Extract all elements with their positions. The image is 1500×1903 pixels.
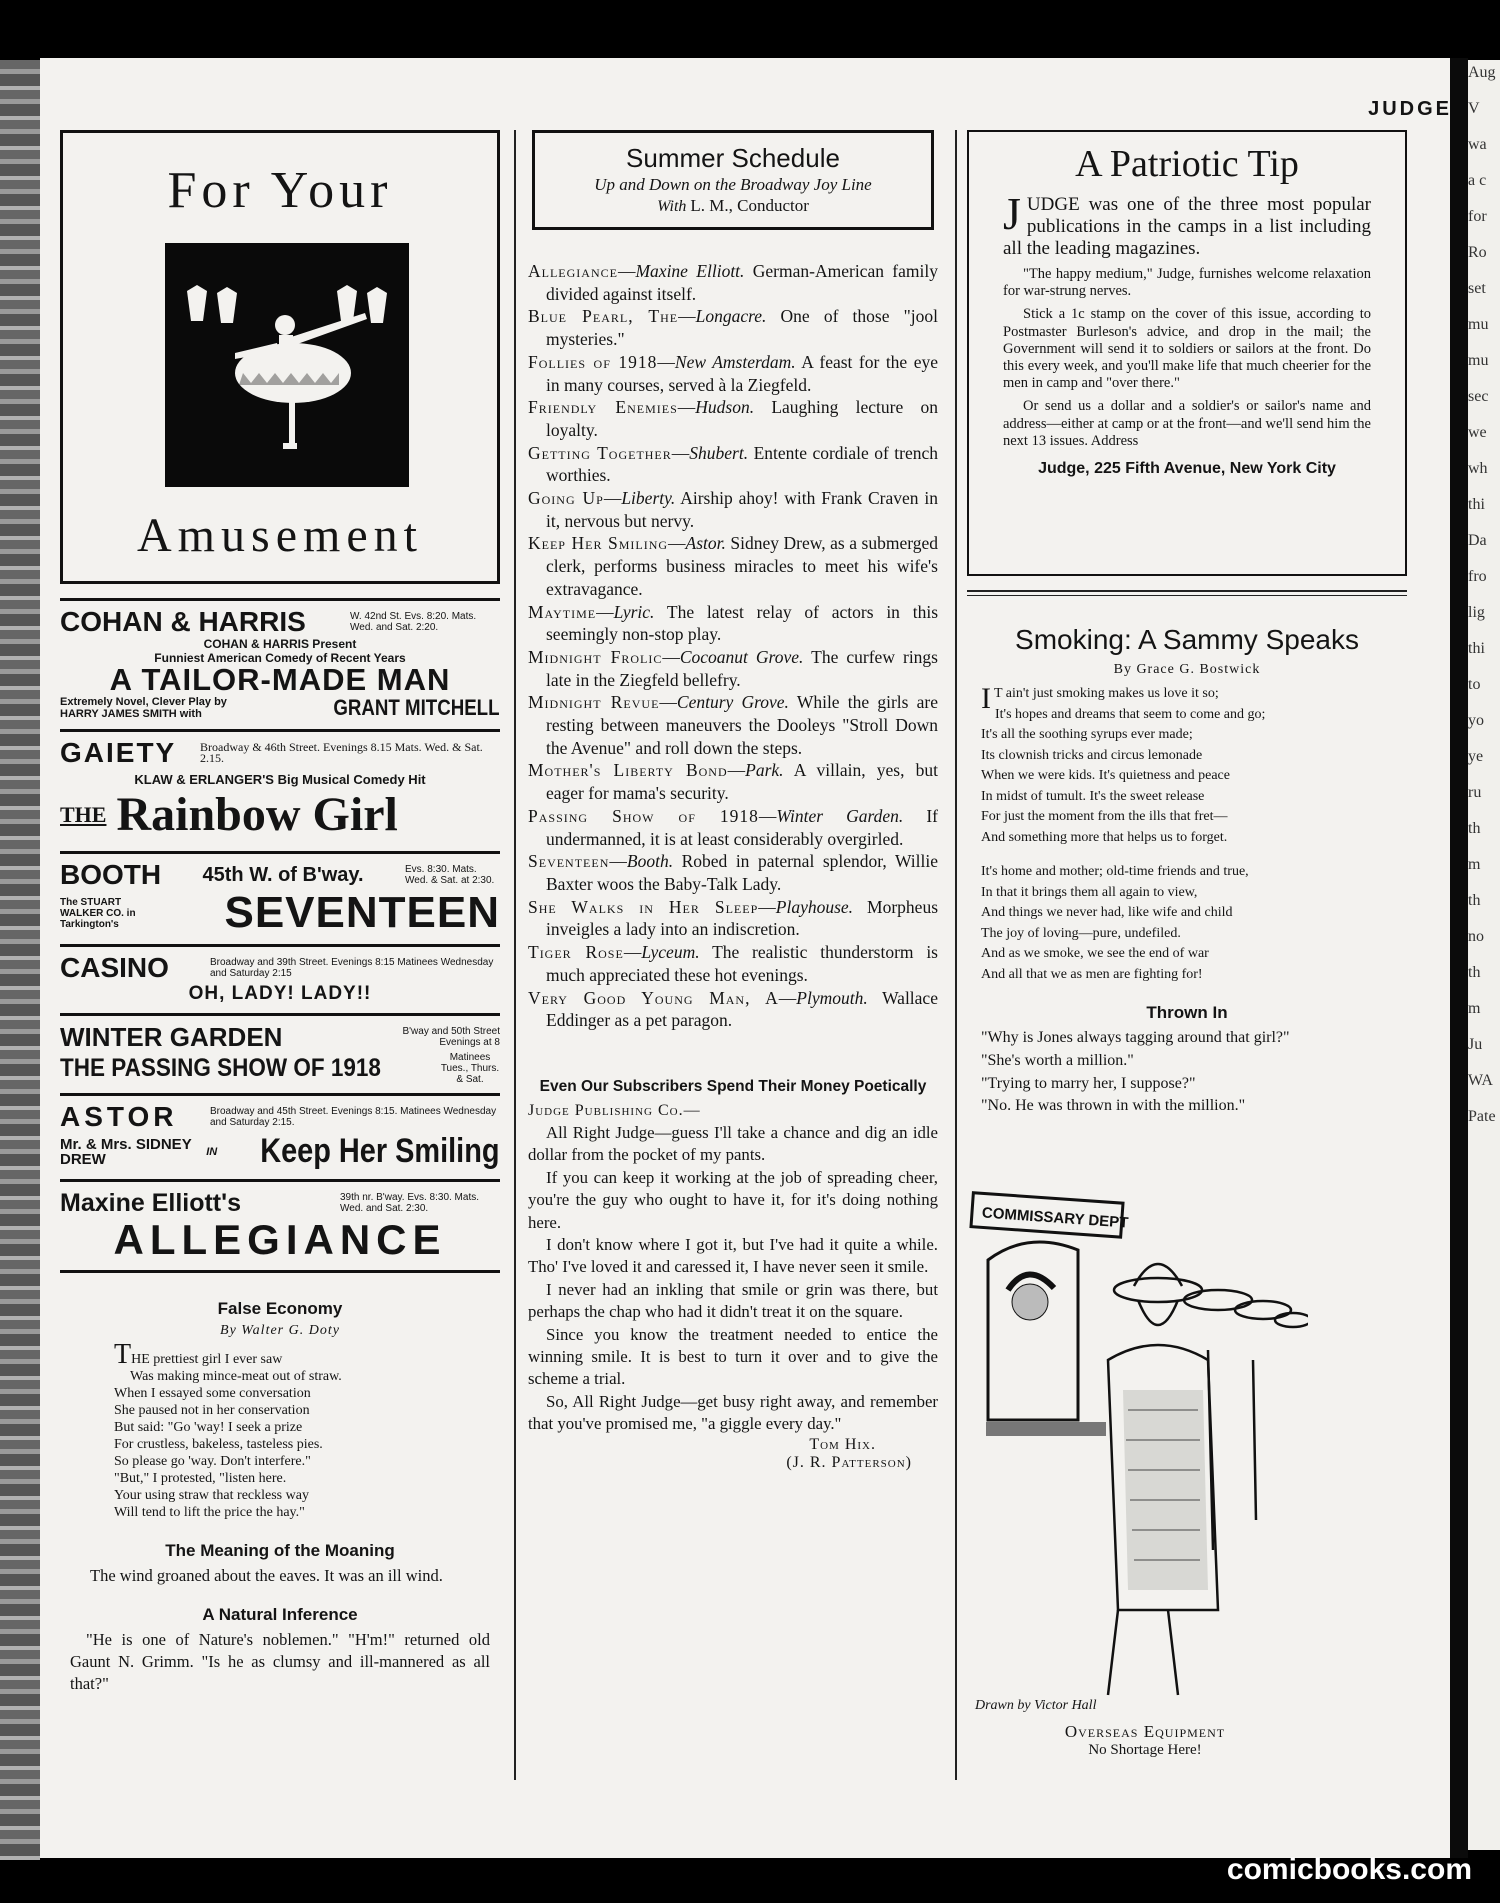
- poem-line: And as we smoke, we see the end of war: [981, 946, 1209, 961]
- schedule-title: Summer Schedule: [626, 143, 840, 173]
- schedule-play: Maytime: [528, 601, 597, 622]
- ad-info: Broadway and 45th Street. Evenings 8:15. Matinees Wednesday and Saturday 2:15.: [210, 1106, 497, 1128]
- schedule-theater: Lyric.: [613, 601, 655, 622]
- poem-line: The joy of loving—pure, undefiled.: [981, 925, 1181, 941]
- next-page-text: WA: [1468, 1072, 1493, 1089]
- ad-theater-name: CASINO: [60, 952, 169, 983]
- schedule-entry: Midnight Frolic—Cocoanut Grove. The curfew rings late in the Ziegfeld bellefry.: [528, 646, 938, 690]
- next-page-text: to: [1468, 676, 1481, 693]
- ad-theater-name: BOOTH: [60, 859, 162, 890]
- poem-line-text: When I essayed some conversation: [114, 1386, 311, 1401]
- poem-line: It's all the soothing syrups ever made;: [981, 727, 1193, 742]
- poem-line: For just the moment from the ills that fret—: [981, 809, 1228, 824]
- poem-line-text: Your using straw that reckless way: [114, 1488, 309, 1503]
- ad-theater-name: Maxine Elliott's: [60, 1189, 241, 1217]
- ad-theater-name: ASTOR: [60, 1101, 178, 1132]
- poem-line: [114, 1436, 490, 1453]
- next-page-text: set: [1468, 280, 1486, 297]
- next-page-text: V: [1468, 100, 1480, 117]
- poem-line: T ain't just smoking makes us love it so;: [994, 686, 1219, 701]
- cartoon-caption-block: [975, 1698, 1315, 1759]
- column-right: [967, 130, 1407, 1118]
- ad-show-title: SEVENTEEN: [224, 888, 500, 937]
- ad-casino: [60, 947, 500, 1016]
- poem-line: When we were kids. It's quietness and peace: [981, 768, 1230, 783]
- schedule-subtitle: Up and Down on the Broadway Joy Line: [594, 175, 872, 194]
- poem-line-text: Was making mince-meat out of straw.: [130, 1369, 342, 1384]
- schedule-theater: Hudson.: [695, 397, 755, 418]
- schedule-theater: Century Grove.: [676, 692, 789, 713]
- poem-line-text: Will tend to lift the price the hay.": [114, 1505, 305, 1520]
- ad-show-title: THE PASSING SHOW OF 1918: [60, 1054, 381, 1082]
- column-rule: [514, 130, 516, 1780]
- poem-line: [114, 1470, 490, 1487]
- ad-gaiety: [60, 732, 500, 854]
- poem-line: [114, 1339, 490, 1370]
- letter-paragraph: If you can keep it working at the job of spreading cheer, you're the guy who ought to have it, for it's doing nothing here.: [528, 1167, 938, 1232]
- next-page-text: m: [1468, 856, 1481, 873]
- schedule-theater: Plymouth.: [796, 987, 868, 1008]
- subscribers-title: Even Our Subscribers Spend Their Money Poetically: [539, 1077, 927, 1095]
- schedule-theater: Winter Garden.: [776, 805, 904, 826]
- schedule-play: Friendly Enemies: [528, 397, 678, 418]
- poem-line: [114, 1487, 490, 1504]
- schedule-note: Entente cordiale of trench worthies.: [546, 442, 939, 486]
- ad-maxine-elliotts: [60, 1182, 500, 1273]
- commissary-cartoon: [968, 1190, 1308, 1710]
- schedule-note: Airship ahoy! with Frank Craven in it, nervous but nervy.: [546, 488, 938, 531]
- poem-line-text: So please go 'way. Don't interfere.": [114, 1454, 311, 1469]
- schedule-play: Allegiance: [528, 261, 618, 281]
- page-gutter: [1450, 58, 1468, 1858]
- schedule-play: Passing Show of 1918: [528, 805, 759, 826]
- ad-show-title: A TAILOR-MADE MAN: [109, 662, 451, 697]
- poem-line: [114, 1419, 490, 1436]
- cartoon-subcaption: No Shortage Here!: [1088, 1742, 1202, 1758]
- schedule-theater: Cocoanut Grove.: [679, 646, 804, 667]
- commissary-sign-text: COMMISSARY DEPT: [981, 1204, 1129, 1232]
- schedule-note: A feast for the eye in many courses, served à la Ziegfeld.: [546, 351, 938, 395]
- sammy-poem: [967, 684, 1407, 985]
- subscribers-paragraphs: [528, 1122, 938, 1436]
- next-page-text: th: [1468, 892, 1481, 909]
- ad-line: Funniest American Comedy of Recent Years: [154, 651, 406, 665]
- next-page-text: Aug: [1468, 64, 1496, 81]
- ad-line: COHAN & HARRIS Present: [203, 637, 357, 651]
- schedule-entry: Midnight Revue—Century Grove. While the girls are resting between maneuvers the Dooleys "Stroll Down the Avenue" and roll down the steps.: [528, 692, 938, 758]
- ad-cohan-harris: [60, 598, 500, 732]
- schedule-theater: Maxine Elliott.: [635, 261, 745, 281]
- next-page-text: wa: [1468, 136, 1487, 153]
- dialogue-line: "No. He was thrown in with the million.": [981, 1097, 1246, 1115]
- ad-line: KLAW & ERLANGER'S Big Musical Comedy Hit: [134, 772, 426, 787]
- ad-credit: Extremely Novel, Clever Play by HARRY JAMES SMITH with: [60, 696, 227, 720]
- cartoon-credit: Drawn by Victor Hall: [975, 1698, 1097, 1713]
- schedule-theater: New Amsterdam.: [674, 351, 796, 372]
- schedule-theater: Shubert.: [689, 442, 749, 463]
- site-brand: comicbooks.com: [1226, 1853, 1472, 1886]
- sammy-dropcap: I: [981, 682, 991, 715]
- next-page-text: Da: [1468, 532, 1487, 549]
- ad-address: 45th W. of B'way.: [202, 863, 364, 886]
- thrown-text: [967, 1027, 1407, 1118]
- ad-credit: Mr. & Mrs. SIDNEY DREW: [60, 1135, 192, 1168]
- letter-paragraph: All Right Judge—guess I'll take a chance and dig an idle dollar from the pocket of my pants.: [528, 1122, 938, 1165]
- column-left: [60, 130, 500, 1695]
- dancer-illustration: [165, 243, 409, 487]
- next-page-text: ye: [1468, 748, 1484, 765]
- ad-astor: [60, 1096, 500, 1182]
- poem-line: And all that we as men are fighting for!: [981, 966, 1203, 982]
- schedule-box: [532, 130, 934, 230]
- ad-winter-garden: [60, 1016, 500, 1096]
- schedule-note: Wallace Eddinger as a pet paragon.: [546, 987, 938, 1031]
- subscribers-salutation: Judge Publishing Co.—: [528, 1101, 701, 1119]
- patriotic-title: A Patriotic Tip: [1075, 143, 1299, 185]
- schedule-entry: Going Up—Liberty. Airship ahoy! with Frank Craven in it, nervous but nervy.: [528, 488, 938, 531]
- moaning-text: The wind groaned about the eaves. It was an ill wind.: [90, 1566, 443, 1585]
- inference-title: A Natural Inference: [202, 1605, 358, 1624]
- amusement-title-bottom: Amusement: [137, 509, 423, 562]
- poem-line: [114, 1385, 490, 1402]
- ad-info: Broadway and 39th Street. Evenings 8:15 Matinees Wednesday and Saturday 2:15: [210, 957, 494, 979]
- theater-ads: [60, 598, 500, 1273]
- schedule-entry: Maytime—Lyric. The latest relay of actors in this seemingly non-stop play.: [528, 601, 939, 645]
- signature-name: (J. R. Patterson): [786, 1453, 912, 1471]
- poem-line: In midst of tumult. It's the sweet release: [981, 788, 1205, 804]
- inference-text: "He is one of Nature's noblemen." "H'm!" returned old Gaunt N. Grimm. "Is he as clumsy and ill-mannered as all that?": [70, 1630, 490, 1693]
- poem-line: Its clownish tricks and circus lemonade: [981, 747, 1203, 763]
- schedule-play: Very Good Young Man, A: [528, 987, 779, 1008]
- ad-star: GRANT MITCHELL: [333, 695, 500, 720]
- dialogue-line: "Trying to marry her, I suppose?": [981, 1074, 1196, 1092]
- schedule-entry: Getting Together—Shubert. Entente cordiale of trench worthies.: [528, 442, 939, 486]
- schedule-note: A villain, yes, but eager for mama's security.: [546, 760, 938, 804]
- schedule-theater: Playhouse.: [775, 896, 854, 917]
- dialogue-line: "Why is Jones always tagging around that girl?": [981, 1029, 1290, 1046]
- schedule-play: Going Up: [528, 488, 604, 509]
- patriotic-lead: UDGE was one of the three most popular publications in the camps in a list including all the leading magazines.: [1003, 194, 1371, 259]
- ad-info: 39th nr. B'way. Evs. 8:30. Mats. Wed. and Sat. 2:30.: [340, 1192, 480, 1214]
- sammy-title: Smoking: A Sammy Speaks: [1015, 624, 1359, 655]
- ad-credit: The STUART WALKER CO. in Tarkington's: [60, 896, 136, 930]
- poem-line: And things we never had, like wife and child: [981, 905, 1233, 920]
- next-page-text: ru: [1468, 784, 1482, 801]
- schedule-note: If undermanned, it is at least considerably overgirled.: [546, 805, 939, 849]
- ad-show-title: OH, LADY! LADY!!: [188, 983, 372, 1004]
- schedule-entries: [528, 260, 938, 1032]
- schedule-note: Sidney Drew, as a submerged clerk, performs business miracles to meet his wife's extravagance.: [546, 533, 938, 599]
- ad-info: Broadway & 46th Street. Evenings 8.15 Mats. Wed. & Sat. 2.15.: [200, 740, 483, 765]
- schedule-note: German-American family divided against itself.: [546, 261, 938, 304]
- ad-info: Evs. 8:30. Mats. Wed. & Sat. at 2:30.: [405, 864, 495, 886]
- signature: Tom Hix.: [809, 1435, 876, 1453]
- poem-line: [114, 1368, 490, 1385]
- subscribers-letter: [528, 1078, 938, 1472]
- next-page-text: Pate: [1468, 1108, 1496, 1125]
- next-page-text: thi: [1468, 496, 1485, 513]
- ad-theater-name: COHAN & HARRIS: [60, 606, 306, 637]
- next-page-text: a c: [1468, 172, 1487, 189]
- schedule-note: The curfew rings late in the Ziegfeld bellefry.: [546, 646, 938, 690]
- schedule-play: She Walks in Her Sleep: [528, 896, 759, 917]
- ad-info: W. 42nd St. Evs. 8:20. Mats. Wed. and Sat. 2:20.: [350, 611, 477, 633]
- schedule-entry: Friendly Enemies—Hudson. Laughing lecture on loyalty.: [528, 397, 938, 440]
- poem-dropcap: T: [114, 1339, 132, 1370]
- schedule-play: Seventeen: [528, 851, 610, 872]
- running-head: JUDGE: [1368, 98, 1452, 120]
- ad-show-title: Rainbow Girl: [116, 788, 398, 841]
- next-page-fragment: [1468, 60, 1500, 1850]
- next-page-text: thi: [1468, 640, 1485, 657]
- ad-show-title: Keep Her Smiling: [260, 1132, 500, 1170]
- thrown-title: Thrown In: [1146, 1003, 1228, 1022]
- next-page-text: Ju: [1468, 1036, 1483, 1053]
- next-page-text: for: [1468, 208, 1487, 225]
- schedule-play: Midnight Frolic: [528, 646, 663, 667]
- column-rule: [955, 130, 957, 1780]
- patriotic-paragraph: Or send us a dollar and a soldier's or sailor's name and address—either at camp or at the front—and we'll send him the next 13 issues. Address: [1003, 398, 1371, 449]
- poem-line-text: But said: "Go 'way! I seek a prize: [114, 1420, 303, 1435]
- schedule-theater: Astor.: [685, 533, 726, 554]
- amusement-box: [60, 130, 500, 584]
- poem-line: [114, 1453, 490, 1470]
- schedule-entry: Passing Show of 1918—Winter Garden. If undermanned, it is at least considerably overgirled.: [528, 805, 939, 849]
- schedule-theater: Park.: [745, 760, 784, 781]
- next-page-text: sec: [1468, 388, 1489, 405]
- schedule-conductor: L. M., Conductor: [690, 196, 809, 215]
- poem-line: It's home and mother; old-time friends and true,: [981, 864, 1249, 879]
- amusement-title-top: For Your: [167, 162, 393, 219]
- schedule-entry: Allegiance—Maxine Elliott. German-American family divided against itself.: [528, 261, 938, 304]
- schedule-theater: Liberty.: [621, 488, 676, 509]
- schedule-play: Tiger Rose: [528, 942, 624, 963]
- ad-theater-name: WINTER GARDEN: [60, 1022, 283, 1052]
- moaning-title: The Meaning of the Moaning: [165, 1541, 395, 1560]
- letter-paragraph: I never had an inkling that smile or grin was there, but perhaps the chap who had it didn't treat it on the square.: [528, 1279, 938, 1322]
- next-page-text: fro: [1468, 568, 1487, 585]
- schedule-play: Midnight Revue: [528, 692, 660, 713]
- schedule-note: Laughing lecture on loyalty.: [546, 397, 938, 440]
- book-binding-edge: [0, 60, 40, 1860]
- ad-info: B'way and 50th Street Evenings at 8: [402, 1026, 500, 1048]
- sammy-byline: By Grace G. Bostwick: [1113, 662, 1261, 677]
- ad-theater-name: GAIETY: [60, 737, 177, 768]
- poem-line-text: HE prettiest girl I ever saw: [131, 1352, 283, 1367]
- schedule-entry: She Walks in Her Sleep—Playhouse. Morpheus inveigles a lady into an indiscretion.: [528, 896, 939, 940]
- next-page-text: wh: [1468, 460, 1488, 477]
- schedule-entry: Very Good Young Man, A—Plymouth. Wallace Eddinger as a pet paragon.: [528, 987, 938, 1031]
- cartoon-caption: Overseas Equipment: [1064, 1722, 1226, 1741]
- next-page-text: lig: [1468, 604, 1485, 621]
- letter-paragraph: Since you know the treatment needed to entice the winning smile. It is best to turn it over and to give the scheme a trial.: [528, 1324, 938, 1389]
- ad-show-article: THE: [60, 802, 107, 827]
- next-page-text: m: [1468, 1000, 1481, 1017]
- schedule-note: The latest relay of actors in this seemingly non-stop play.: [546, 601, 939, 645]
- ad-in: IN: [206, 1145, 218, 1158]
- schedule-play: Keep Her Smiling: [528, 533, 669, 554]
- column-middle: [528, 130, 938, 1472]
- poem-line-text: She paused not in her conservation: [114, 1403, 310, 1418]
- next-page-text: no: [1468, 928, 1484, 945]
- letter-paragraph: So, All Right Judge—get busy right away, and remember that you've promised me, "a giggle every day.": [528, 1391, 938, 1434]
- next-page-text: Ro: [1468, 244, 1487, 261]
- schedule-play: Follies of 1918: [528, 351, 658, 372]
- letter-paragraph: I don't know where I got it, but I've had it quite a while. Tho' I've loved it and caressed it, I have never seen it smile.: [528, 1234, 938, 1277]
- schedule-entry: Keep Her Smiling—Astor. Sidney Drew, as a submerged clerk, performs business miracles to meet his wife's extravagance.: [528, 533, 938, 599]
- schedule-entry: Follies of 1918—New Amsterdam. A feast for the eye in many courses, served à la Ziegfeld.: [528, 351, 938, 395]
- patriotic-paragraph: Stick a 1c stamp on the cover of this issue, according to Postmaster Burleson's advice, and drop in the mail; the Government will send it to soldiers or sailors at the front. Do this every week, and you'll make life that much cheerier for the men in camp and "over there.": [1003, 306, 1371, 392]
- next-page-text: th: [1468, 964, 1481, 981]
- schedule-theater: Longacre.: [695, 306, 767, 327]
- false-economy-byline: By Walter G. Doty: [220, 1323, 340, 1338]
- schedule-note: While the girls are resting between maneuvers the Dooleys "Stroll Down the Avenue" and roll down the steps.: [546, 692, 938, 758]
- poem-line: In that it brings them all again to view,: [981, 884, 1198, 900]
- false-economy-title: False Economy: [217, 1299, 343, 1318]
- patriotic-address: Judge, 225 Fifth Avenue, New York City: [1038, 460, 1336, 478]
- dialogue-line: "She's worth a million.": [981, 1051, 1134, 1069]
- schedule-subtitle-with: With: [657, 198, 687, 215]
- schedule-note: Morpheus inveigles a lady into an indiscretion.: [546, 896, 939, 940]
- scan-border-top: [0, 0, 1500, 60]
- ad-show-title: ALLEGIANCE: [113, 1216, 447, 1263]
- patriotic-paragraph: "The happy medium," Judge, furnishes welcome relaxation for war-strung nerves.: [1003, 266, 1371, 300]
- schedule-play: Blue Pearl, The: [528, 306, 679, 327]
- schedule-theater: Lyceum.: [641, 942, 700, 963]
- next-page-text: mu: [1468, 352, 1489, 369]
- schedule-play: Getting Together: [528, 442, 672, 463]
- schedule-entry: Blue Pearl, The—Longacre. One of those "jool mysteries.": [528, 306, 939, 350]
- schedule-note: Robed in paternal splendor, Willie Baxter woos the Baby-Talk Lady.: [546, 851, 938, 894]
- schedule-entry: Seventeen—Booth. Robed in paternal splendor, Willie Baxter woos the Baby-Talk Lady.: [528, 851, 938, 894]
- ad-booth: [60, 854, 500, 947]
- patriotic-dropcap: J: [1003, 188, 1021, 239]
- schedule-entry: Mother's Liberty Bond—Park. A villain, yes, but eager for mama's security.: [528, 760, 938, 804]
- schedule-theater: Booth.: [626, 851, 674, 872]
- poem-line: [114, 1402, 490, 1419]
- schedule-entry: Tiger Rose—Lyceum. The realistic thunderstorm is much appreciated these hot evenings.: [528, 942, 938, 985]
- false-economy: [60, 1299, 500, 1695]
- poem-line-text: "But," I protested, "listen here.: [114, 1471, 287, 1486]
- schedule-play: Mother's Liberty Bond: [528, 760, 728, 781]
- false-economy-poem: [70, 1339, 490, 1521]
- poem-line: And something more that helps us to forget.: [981, 829, 1228, 845]
- next-page-text: th: [1468, 820, 1481, 837]
- poem-line: [114, 1504, 490, 1521]
- schedule-note: The realistic thunderstorm is much appreciated these hot evenings.: [546, 942, 938, 985]
- next-page-text: mu: [1468, 316, 1489, 333]
- next-page-text: yo: [1468, 712, 1484, 729]
- next-page-text: we: [1468, 424, 1487, 441]
- schedule-note: One of those "jool mysteries.": [546, 306, 939, 350]
- poem-line-text: For crustless, bakeless, tasteless pies.: [114, 1437, 323, 1452]
- poem-line: It's hopes and dreams that seem to come and go;: [995, 706, 1266, 722]
- patriotic-tip-box: [967, 130, 1407, 576]
- ad-matinees: Matinees Tues., Thurs. & Sat.: [440, 1052, 500, 1085]
